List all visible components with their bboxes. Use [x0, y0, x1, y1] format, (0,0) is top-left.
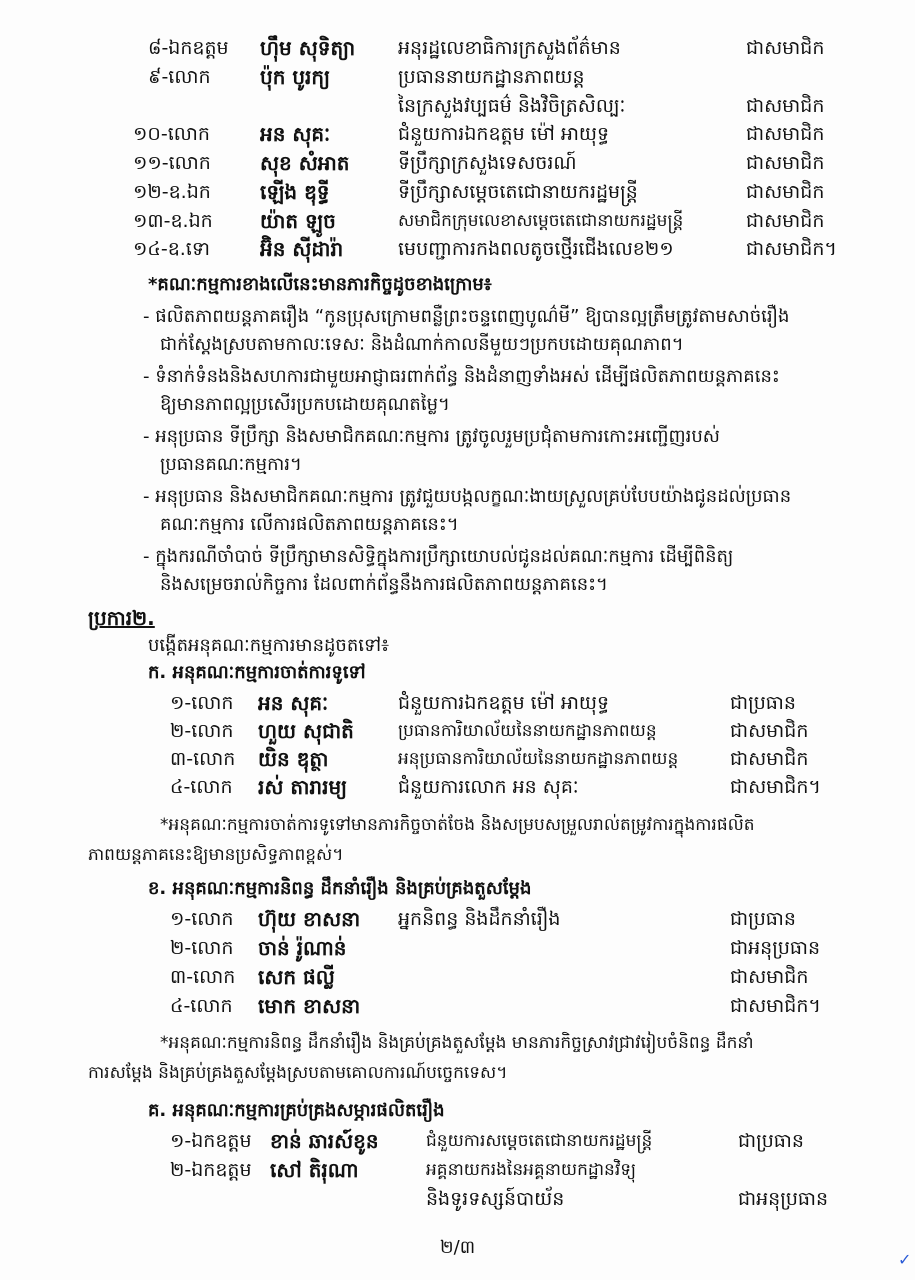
duty-line: ប្រធានគណៈកម្មការ។ — [160, 454, 302, 475]
member-position: ជំនួយការសម្តេចតេជោនាយករដ្ឋមន្ត្រី — [426, 1131, 653, 1151]
member-name: ឡើង ឌុទ្ធី — [260, 180, 330, 204]
sub-a-note: ភាពយន្តភាគនេះឱ្យមានប្រសិទ្ធភាពខ្ពស់។ — [88, 845, 344, 865]
duty-heading: *គណៈកម្មការខាងលើនេះមានភារកិច្ចដូចខាងក្រោម៖ — [148, 274, 492, 295]
member-no: ១០-លោក — [133, 123, 210, 145]
member-no: ១៤-ឧ.ទោ — [133, 238, 210, 260]
member-no: ២-លោក — [170, 937, 234, 959]
member-no: ១២-ឧ.ឯក — [133, 181, 211, 203]
member-name: ហ៊ឹម សុទិត្យា — [260, 36, 356, 60]
member-role: ជាសមាជិក — [730, 720, 809, 742]
member-no: ១-ឯកឧត្តម — [170, 1130, 252, 1152]
member-position: អគ្គនាយករងនៃអគ្គនាយកដ្ឋានវិទ្យុ — [426, 1160, 637, 1180]
member-position: ជំនួយការឯកឧត្តម ម៉ៅ អាយុទ្ធ — [398, 692, 610, 714]
member-role: ជាសមាជិក។ — [746, 238, 837, 260]
duty-line: - អនុប្រធាន ទីប្រឹក្សា និងសមាជិកគណៈកម្មការ ត្រូវចូលរួមប្រជុំតាមការកោះអញ្ជើញរបស់ — [143, 426, 720, 447]
member-no: ២-លោក — [170, 720, 234, 742]
member-name: ហ៊ុយ ខាសនា — [258, 907, 361, 931]
member-role: ជាអនុប្រធាន — [730, 937, 821, 959]
duty-line: - ក្នុងករណីចាំបាច់ ទីប្រឹក្សាមានសិទ្ធិក្នុងការប្រឹក្សាយោបល់ជូនដល់គណៈកម្មការ ដើម្បីពិនិត្យ — [143, 546, 734, 567]
duty-line: គណៈកម្មការ លើការផលិតភាពយន្តភាគនេះ។ — [160, 514, 459, 535]
member-role: ជាសមាជិក — [730, 748, 809, 770]
member-role: ជាសមាជិក — [746, 37, 825, 59]
member-name: យ៉ាត ឡូច — [260, 209, 336, 233]
member-position: អ្នកនិពន្ធ និងដឹកនាំរឿង — [398, 908, 561, 930]
member-position: និងទូរទស្សន៍បាយ័ន — [426, 1188, 565, 1210]
member-name: សេក ផល្លី — [258, 965, 335, 989]
member-role: ជាសមាជិក។ — [730, 995, 821, 1017]
member-no: ២-ឯកឧត្តម — [170, 1159, 252, 1181]
member-position: សមាជិកក្រុមលេខាសម្តេចតេជោនាយករដ្ឋមន្ត្រី — [398, 211, 684, 231]
member-position: អនុរដ្ឋលេខាធិការក្រសួងព័ត៌មាន — [398, 37, 621, 59]
member-role: ជាសមាជិក — [746, 210, 825, 232]
member-no: ៣-លោក — [170, 966, 236, 988]
member-position: អនុប្រធានការិយាល័យនៃនាយកដ្ឋានភាពយន្ត — [398, 749, 679, 769]
sub-b-note: *អនុគណៈកម្មការនិពន្ធ ដឹកនាំរឿង និងគ្រប់គ្រងតួសម្តែង មានភារកិច្ចស្រាវជ្រាវរៀបចំនិពន្ធ ដឹកនាំ — [160, 1033, 754, 1053]
member-no: ៩-លោក — [148, 66, 211, 88]
member-position: ជំនួយការឯកឧត្តម ម៉ៅ អាយុទ្ធ — [398, 123, 610, 145]
member-role: ជាសមាជិក — [746, 123, 825, 145]
member-role: ជាប្រធាន — [738, 1130, 804, 1152]
sub-b-title: ខ. អនុគណៈកម្មការនិពន្ធ ដឹកនាំរឿង និងគ្រប់គ្រងតួសម្តែង — [148, 878, 532, 899]
member-role: ជាសមាជិក — [746, 152, 825, 174]
sub-c-title: គ. អនុគណៈកម្មការគ្រប់គ្រងសម្ភារផលិតរឿង — [148, 1100, 445, 1121]
member-role: ជាសមាជិក — [746, 95, 825, 117]
member-name: អន សុគៈ — [260, 122, 331, 146]
member-position: ប្រធានការិយាល័យនៃនាយកដ្ឋានភាពយន្ត — [398, 721, 657, 741]
member-no: ៣-លោក — [170, 748, 236, 770]
member-name: ហួយ សុជាតិ — [258, 719, 354, 743]
duty-line: ជាក់ស្តែងស្របតាមកាលៈទេសៈ និងដំណាក់កាលនីមួយៗប្រកបដោយគុណភាព។ — [160, 334, 684, 355]
member-role: ជាប្រធាន — [730, 692, 796, 714]
member-position: ជំនួយការលោក អន សុគៈ — [398, 776, 579, 798]
corner-mark-icon: ✓ — [898, 1250, 912, 1269]
member-position: ប្រធាននាយកដ្ឋានភាពយន្ត — [398, 66, 585, 88]
member-no: ៤-លោក — [170, 776, 233, 798]
member-name: សៅ តិរុណា — [270, 1158, 359, 1182]
member-no: ១-លោក — [170, 908, 234, 930]
member-name: ចាន់ រ៉ូណាន់ — [258, 936, 347, 960]
member-role: ជាប្រធាន — [730, 908, 796, 930]
member-name: ខាន់ ឆារស៍ខូន — [270, 1129, 379, 1153]
duty-line: - ទំនាក់ទំនងនិងសហការជាមួយអាជ្ញាធរពាក់ព័ន្ធ និងដំនាញទាំងអស់ ដើម្បីផលិតភាពយន្តភាគនេះ — [143, 366, 780, 387]
member-no: ១-លោក — [170, 692, 234, 714]
member-no: ១១-លោក — [133, 152, 211, 174]
member-name: មោក ខាសនា — [258, 994, 361, 1018]
member-role: ជាសមាជិក — [730, 966, 809, 988]
member-name: អ៊ិន ស៊ីដារ៉ា — [260, 237, 344, 261]
sub-a-note: *អនុគណៈកម្មការចាត់ការទូទៅមានភារកិច្ចចាត់ចែង និងសម្របសម្រួលរាល់តម្រូវការក្នុងការផលិត — [160, 815, 755, 835]
page-number: ២/៣ — [440, 1237, 476, 1258]
member-role: ជាអនុប្រធាន — [738, 1188, 829, 1210]
member-name: សុខ សំអាត — [260, 151, 350, 175]
member-no: ១៣-ឧ.ឯក — [133, 210, 213, 232]
member-name: រស់ តារារម្យ — [258, 775, 348, 799]
member-role: ជាសមាជិក។ — [730, 776, 821, 798]
member-position: មេបញ្ជាការកងពលតូចថ្មើរជើងលេខ២១ — [398, 238, 674, 260]
member-position: ទីប្រឹក្សាសម្តេចតេជោនាយករដ្ឋមន្ត្រី — [398, 181, 638, 203]
member-name: យិន ឌុត្ថា — [258, 747, 329, 771]
duty-line: - អនុប្រធាន និងសមាជិកគណៈកម្មការ ត្រូវជួយបង្កលក្ខណៈងាយស្រួលគ្រប់បែបយ៉ាងជូនដល់ប្រធាន — [143, 486, 792, 507]
duty-line: ឱ្យមានភាពល្អប្រសើរប្រកបដោយគុណតម្លៃ។ — [160, 394, 450, 415]
member-position: ទីប្រឹក្សាក្រសួងទេសចរណ៍ — [398, 152, 577, 174]
member-name: អន សុគៈ — [258, 691, 329, 715]
member-name: ប៉ុក បូរក្យ — [260, 65, 331, 89]
duty-line: និងសម្រេចរាល់កិច្ចការ ដែលពាក់ព័ន្ធនឹងការផលិតភាពយន្តភាគនេះ។ — [160, 574, 608, 595]
duty-line: - ផលិតភាពយន្តភាគរឿង “កូនប្រុសក្រោមពន្លឺព្រះចន្ទពេញបូណ៌មី” ឱ្យបានល្អត្រឹមត្រូវតាមសាច់រឿង — [143, 306, 790, 327]
member-role: ជាសមាជិក — [746, 181, 825, 203]
sub-a-title: ក. អនុគណៈកម្មការចាត់ការទូទៅ — [148, 662, 366, 683]
article-title: ប្រការ២. — [88, 606, 155, 630]
member-no: ៨-ឯកឧត្តម — [148, 37, 229, 59]
sub-b-note: ការសម្តែង និងគ្រប់គ្រងតួសម្តែងស្របតាមគោលការណ៍បច្ចេកទេស។ — [88, 1063, 508, 1083]
article-intro: បង្កើតអនុគណៈកម្មការមានដូចតទៅ៖ — [148, 635, 390, 656]
member-position: នៃក្រសួងវប្បធម៌ និងវិចិត្រសិល្បៈ — [398, 95, 626, 117]
member-no: ៤-លោក — [170, 995, 233, 1017]
